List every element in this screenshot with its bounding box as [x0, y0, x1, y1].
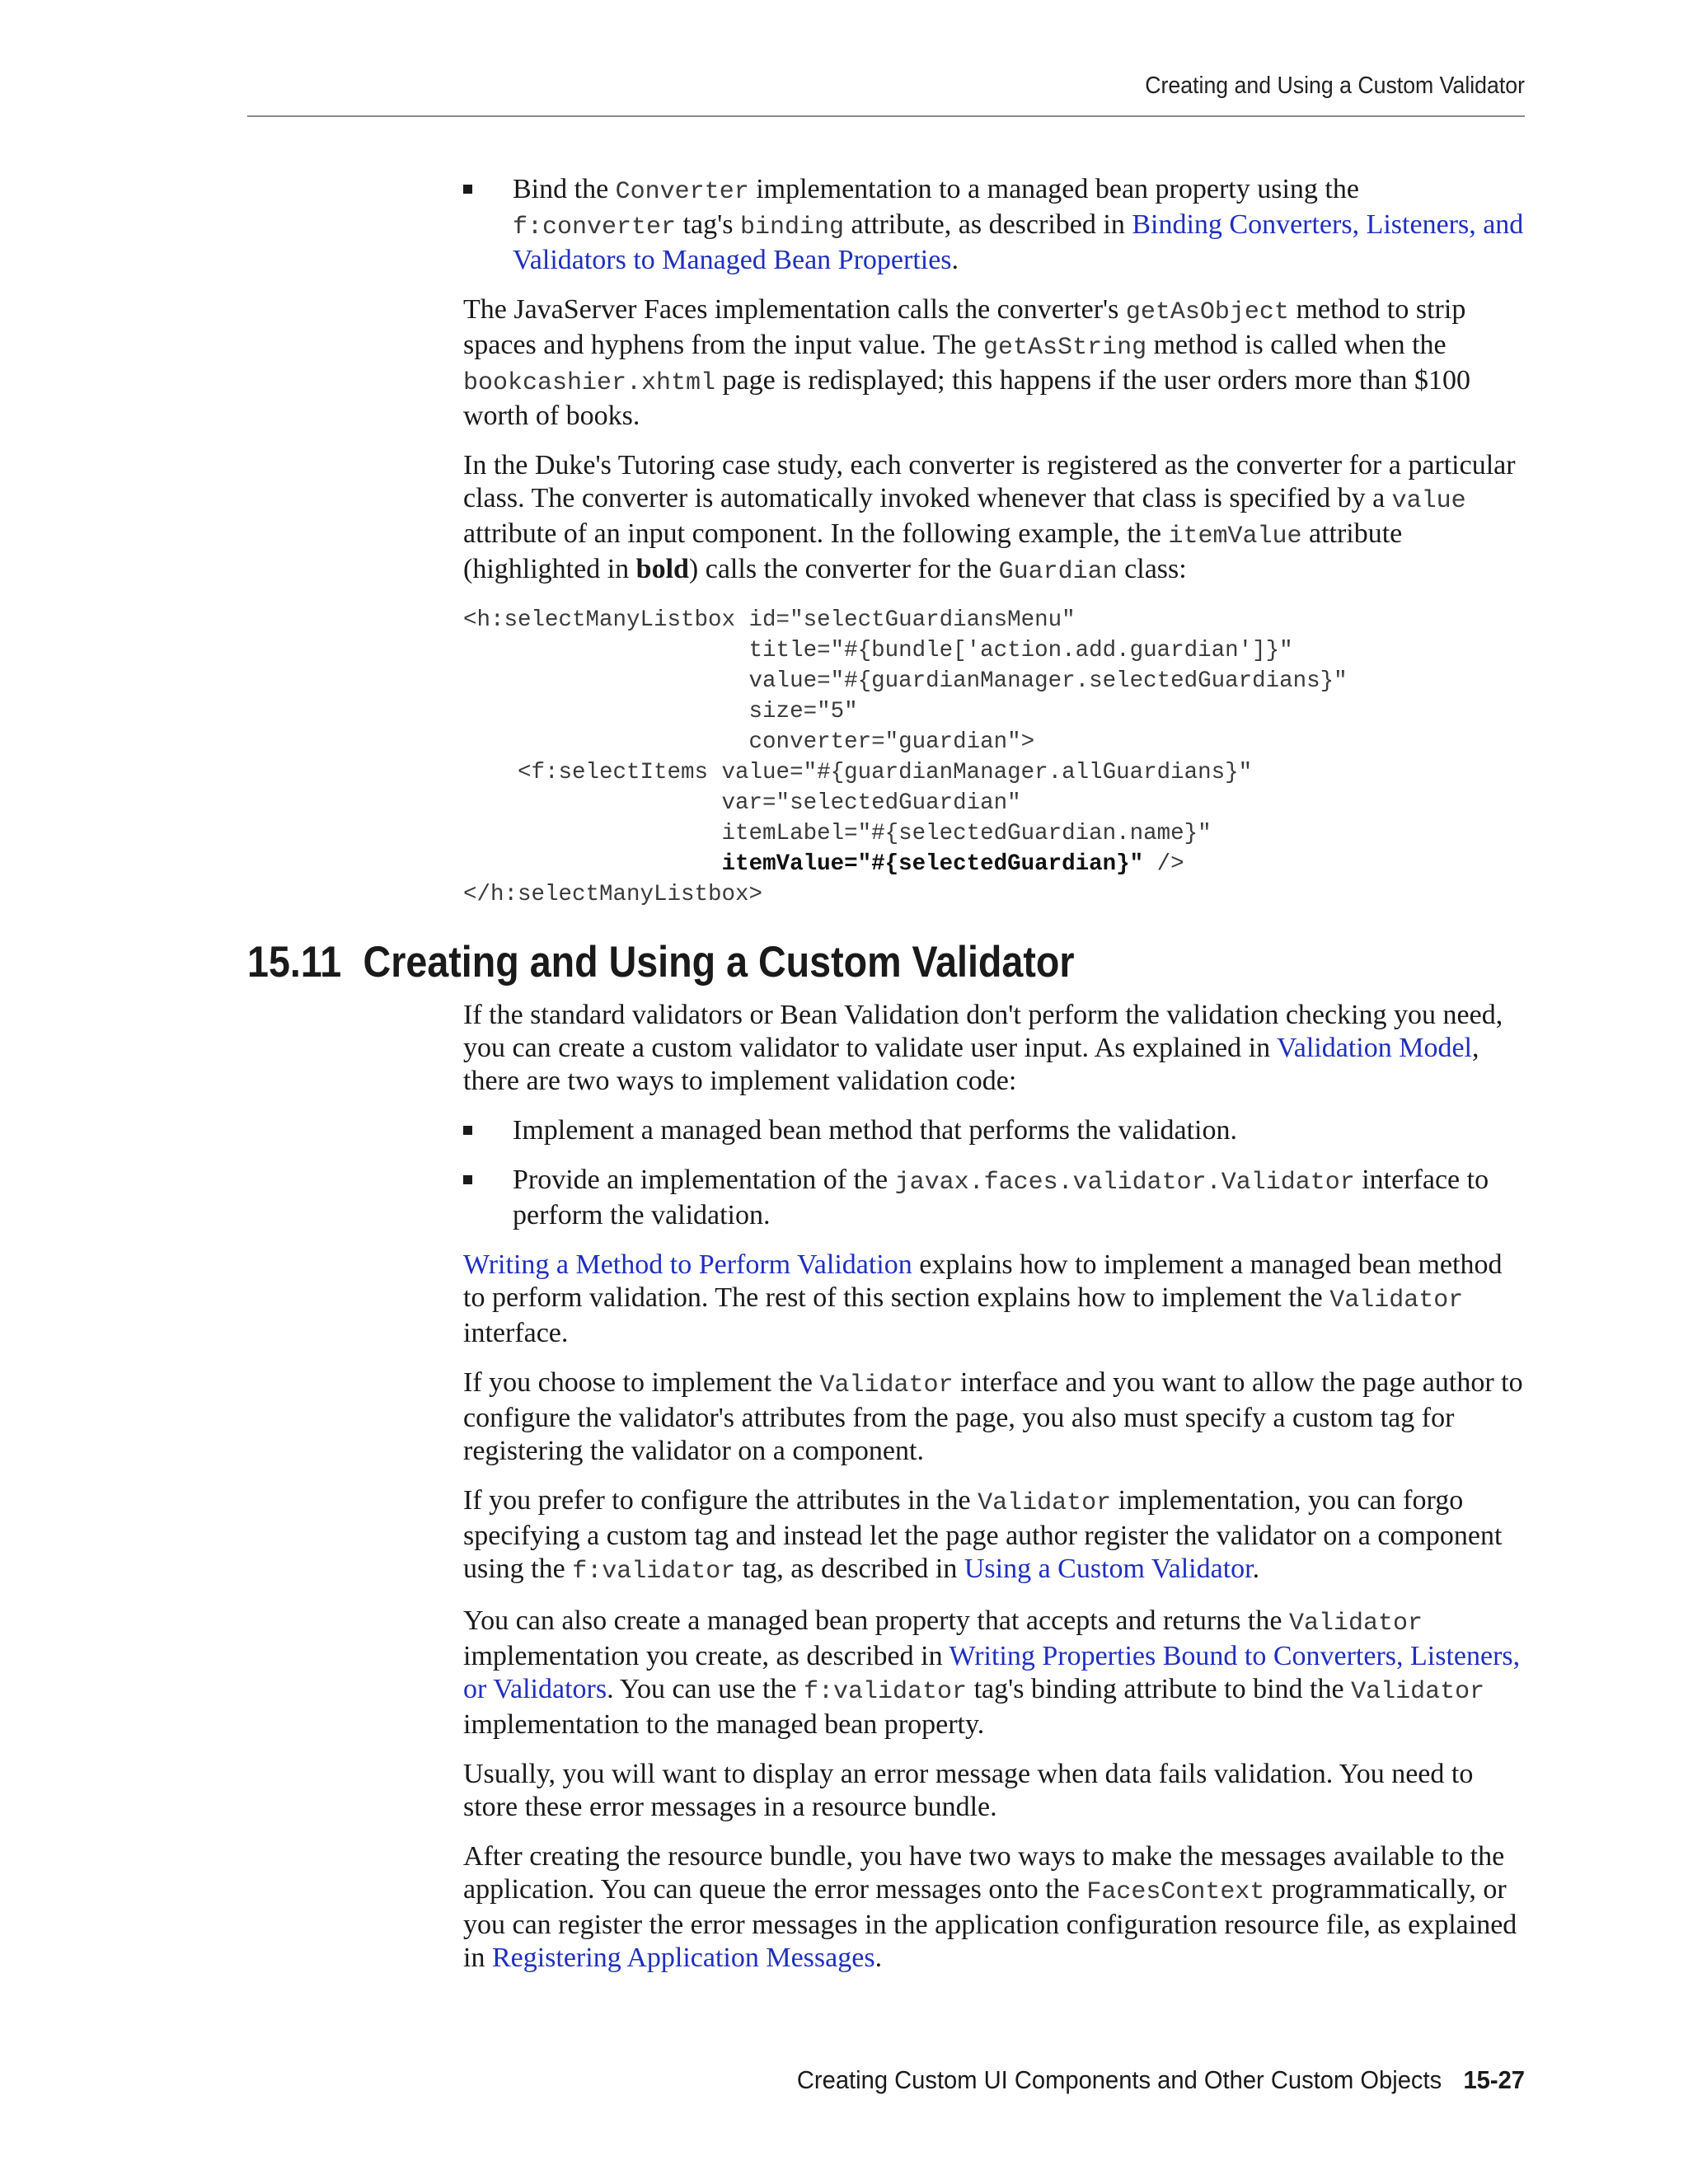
- code-example: <h:selectManyListbox id="selectGuardiansMenu" title="#{bundle['action.add.guardian']}" value="#{guardianManager.selectedGuardians}" size="5" converter="guardian"> <f:selectItems value="#{guardianManager.allGuardians}" var="selectedGuardian" itemLabel="#{selectedGuardian.name}" itemValue="#{selectedGuardian}" /> </h:selectManyListbox>: [463, 607, 1348, 907]
- paragraph-getasobject: The JavaServer Faces implementation calls the converter's getAsObject method to strip spaces and hyphens from the input value. The getAsString method is called when the bookcashier.xhtml page is redisplayed; this happens if the user orders more than $100 worth of books.: [463, 294, 1470, 431]
- link-writing-method[interactable]: Writing a Method to Perform Validation: [463, 1249, 912, 1280]
- running-header: Creating and Using a Custom Validator: [1145, 73, 1525, 99]
- paragraph-writing-method: Writing a Method to Perform Validation explains how to implement a managed bean method to perform validation. The rest of this section explains how to implement the Validator interface.: [463, 1249, 1503, 1348]
- section-content: [463, 999, 1526, 1991]
- paragraph-intro: If the standard validators or Bean Validation don't perform the validation checking you need, you can create a custom validator to validate user input. As explained in Validation Model, there are two ways to implement validation code:: [463, 1000, 1503, 1096]
- footer-chapter-title: Creating Custom UI Components and Other Custom Objects: [796, 2065, 1442, 2094]
- code-highlight-itemvalue: itemValue="#{selectedGuardian}": [721, 851, 1144, 877]
- link-validation-model[interactable]: Validation Model: [1276, 1033, 1472, 1063]
- paragraph-resource-bundle: After creating the resource bundle, you have two ways to make the messages available to the application. You can queue the error messages onto the FacesContext programmatically, or you can register the error messages in the application configuration resource file, as explained in Registering Application Messages.: [463, 1841, 1517, 1973]
- paragraph-managed-bean-property: You can also create a managed bean property that accepts and returns the Validator implementation you create, as described in Writing Properties Bound to Converters, Listeners, or Validators. You can use the f:validator tag's binding attribute to bind the Validator implementation to the managed bean property.: [463, 1605, 1521, 1740]
- bullet-square-icon: [463, 1175, 472, 1184]
- paragraph-configure-attributes: If you prefer to configure the attributes in the Validator implementation, you can forgo specifying a custom tag and instead let the page author register the validator on a component using the f:validator tag, as described in Using a Custom Validator.: [463, 1485, 1503, 1586]
- paragraph-implement-validator: If you choose to implement the Validator interface and you want to allow the page author to configure the validator's attributes from the page, you also must specify a custom tag for registering the validator on a component.: [463, 1367, 1523, 1466]
- top-content: [463, 173, 1526, 910]
- bullet-item-validator-interface: Provide an implementation of the javax.faces.validator.Validator interface to perform the validation.: [463, 1164, 1526, 1232]
- section-title: Creating and Using a Custom Validator: [363, 938, 1075, 987]
- link-writing-properties[interactable]: Writing Properties Bound to Converters, Listeners, or Validators: [463, 1641, 1521, 1704]
- paragraph-dukes-tutoring: In the Duke's Tutoring case study, each converter is registered as the converter for a particular class. The converter is automatically invoked whenever that class is specified by a value attribute of an input component. In the following example, the itemValue attribute (highlighted in bold) calls the converter for the Guardian class:: [463, 450, 1516, 586]
- running-footer: [324, 2065, 1525, 2095]
- page-number: 15-27: [1463, 2065, 1525, 2094]
- link-registering-messages[interactable]: Registering Application Messages: [491, 1943, 875, 1973]
- header-rule: [247, 115, 1525, 117]
- section-number: 15.11: [247, 938, 342, 987]
- section-heading: [247, 936, 1075, 989]
- bullet-item-bind-converter: Bind the Converter implementation to a managed bean property using the f:converter tag's binding attribute, as described in Binding Converters, Listeners, and Validators to Managed Bean Properties.: [463, 173, 1526, 277]
- link-using-custom-validator[interactable]: Using a Custom Validator: [964, 1554, 1253, 1584]
- bullet-item-managed-bean-method: Implement a managed bean method that performs the validation.: [463, 1114, 1526, 1147]
- paragraph-error-message: Usually, you will want to display an error message when data fails validation. You need to store these error messages in a resource bundle.: [463, 1759, 1474, 1822]
- link-binding-converters[interactable]: Binding Converters, Listeners, and Validators to Managed Bean Properties: [513, 209, 1524, 275]
- bullet-square-icon: [463, 1126, 472, 1135]
- bullet-square-icon: [463, 185, 472, 194]
